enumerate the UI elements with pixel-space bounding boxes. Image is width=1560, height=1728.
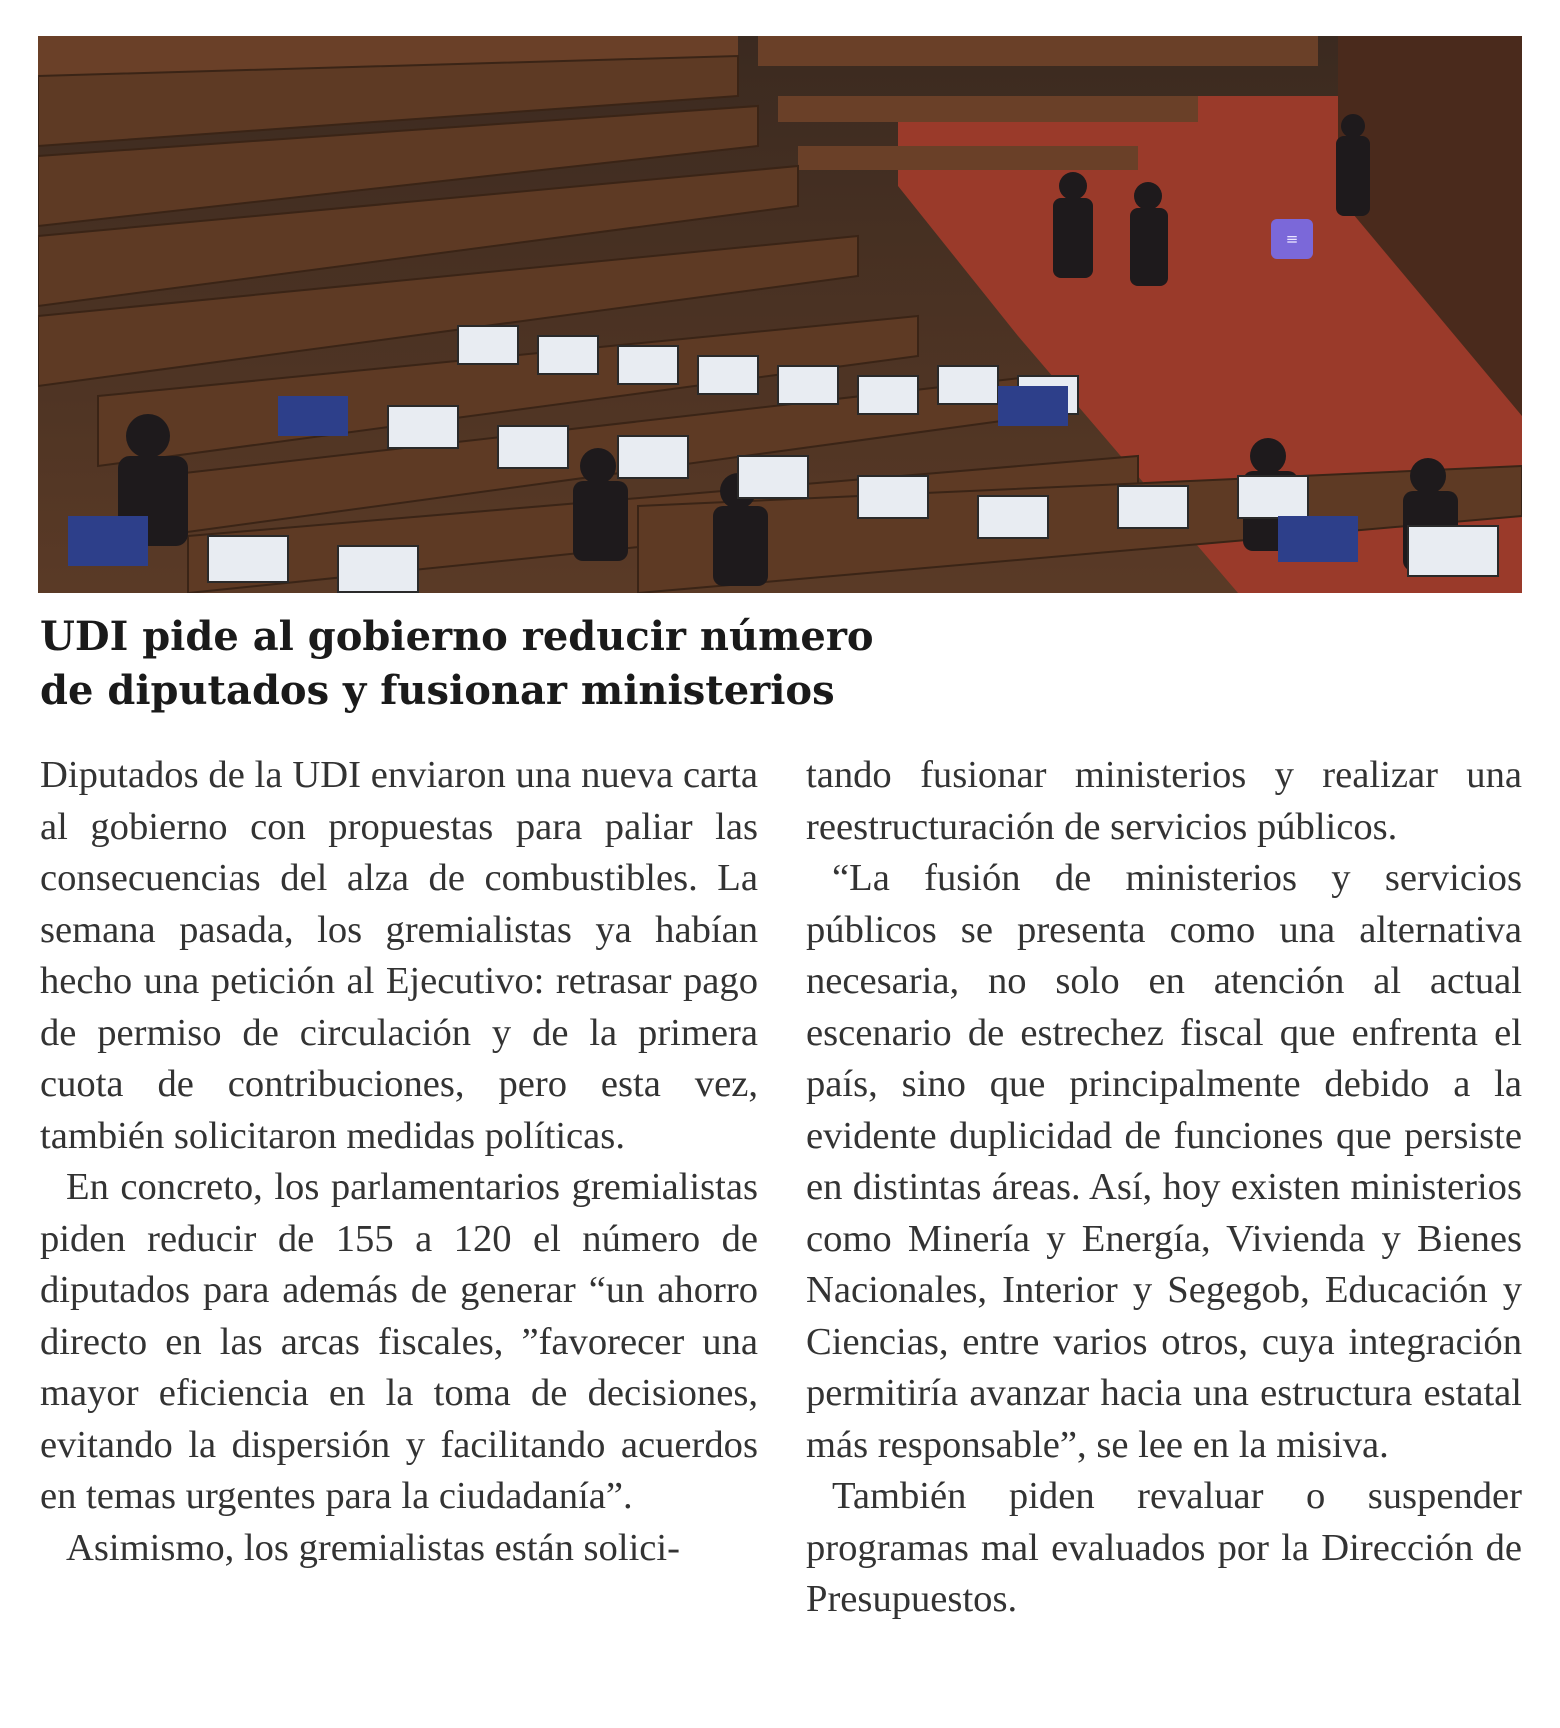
paragraph: tando fusionar ministerios y realizar una reestructuración de servicios públicos.	[806, 754, 1522, 848]
paragraph: Diputados de la UDI enviaron una nueva carta al gobierno con propuestas para paliar las consecuencias del alza de combustibles. La semana pasada, los gremialistas ya habían hecho una petición al Ejecutivo: retrasar pago de permiso de circulación y de la primera cuota de contribuciones, pero esta vez, también solicitaron medidas políticas.	[40, 754, 758, 1157]
headline-line-2: de diputados y fusionar ministerios	[40, 667, 835, 714]
paragraph: También piden revaluar o suspender programas mal evaluados por la Dirección de Presupuestos.	[806, 1475, 1522, 1620]
chamber-photo	[38, 36, 1522, 593]
paragraph: En concreto, los parlamentarios gremialistas piden reducir de 155 a 120 el número de diputados para además de generar “un ahorro directo en las arcas fiscales, ”favorecer una mayor eficiencia en la toma de decisiones, evitando la dispersión y facilitando acuerdos en temas urgentes para la ciudadanía”.	[40, 1166, 758, 1517]
headline	[40, 610, 1040, 718]
headline-line-1: UDI pide al gobierno reducir número	[40, 613, 874, 660]
article-column-right	[806, 750, 1522, 1626]
article-column-left	[40, 750, 758, 1574]
paragraph: “La fusión de ministerios y servicios públicos se presenta como una alternativa necesaria, no solo en atención al actual escenario de estrechez fiscal que enfrenta el país, sino que principalmente debido a la evidente duplicidad de funciones que persiste en distintas áreas. Así, hoy existen ministerios como Minería y Energía, Vivienda y Bienes Nacionales, Interior y Segegob, Educación y Ciencias, entre varios otros, cuya integración permitiría avanzar hacia una estructura estatal más responsable”, se lee en la misiva.	[806, 857, 1522, 1466]
chamber-illustration	[38, 36, 1522, 593]
paragraph: Asimismo, los gremialistas están solici-	[66, 1526, 680, 1569]
note-icon[interactable]: ≡	[1271, 219, 1313, 259]
